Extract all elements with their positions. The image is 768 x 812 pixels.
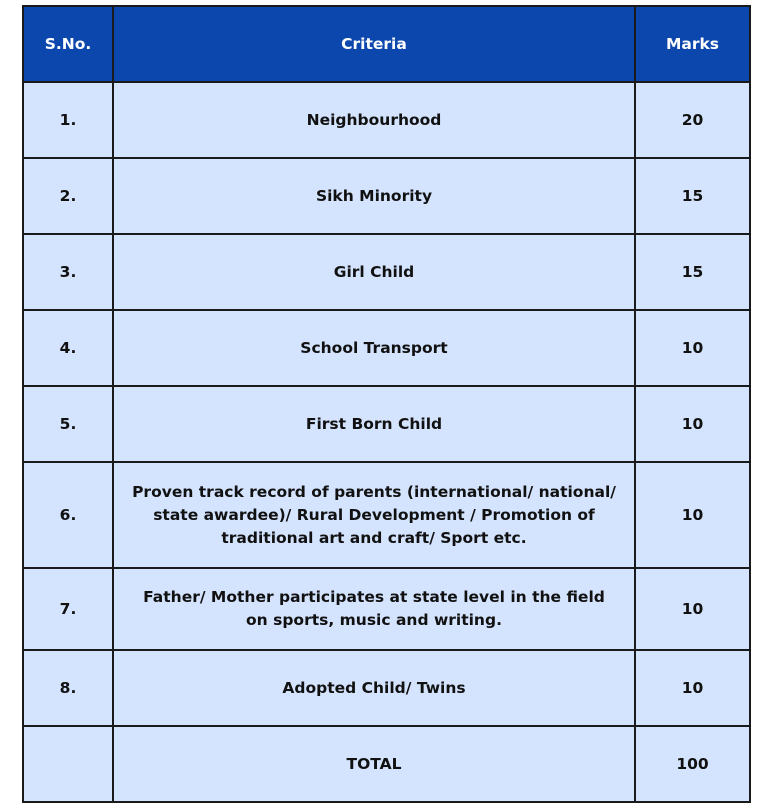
total-marks: 100 bbox=[635, 726, 750, 802]
row-sno: 6. bbox=[23, 462, 113, 568]
row-criteria: Sikh Minority bbox=[113, 158, 635, 234]
row-criteria: School Transport bbox=[113, 310, 635, 386]
header-sno: S.No. bbox=[23, 6, 113, 82]
row-criteria: Neighbourhood bbox=[113, 82, 635, 158]
admission-criteria-table bbox=[22, 5, 751, 803]
table-row bbox=[23, 234, 750, 310]
row-criteria: Father/ Mother participates at state level in the field on sports, music and writing. bbox=[113, 568, 635, 650]
table-body bbox=[23, 82, 750, 802]
row-sno: 1. bbox=[23, 82, 113, 158]
row-marks: 15 bbox=[635, 158, 750, 234]
table-row bbox=[23, 158, 750, 234]
total-sno bbox=[23, 726, 113, 802]
table-row bbox=[23, 650, 750, 726]
row-criteria: Adopted Child/ Twins bbox=[113, 650, 635, 726]
table-row bbox=[23, 568, 750, 650]
row-criteria: Proven track record of parents (international/ national/ state awardee)/ Rural Development / Promotion of traditional art and craft/ Sport etc. bbox=[113, 462, 635, 568]
row-marks: 10 bbox=[635, 310, 750, 386]
row-marks: 20 bbox=[635, 82, 750, 158]
row-marks: 10 bbox=[635, 386, 750, 462]
table-header bbox=[23, 6, 750, 82]
row-sno: 3. bbox=[23, 234, 113, 310]
table-row bbox=[23, 462, 750, 568]
header-criteria: Criteria bbox=[113, 6, 635, 82]
row-sno: 5. bbox=[23, 386, 113, 462]
row-sno: 8. bbox=[23, 650, 113, 726]
row-sno: 7. bbox=[23, 568, 113, 650]
total-label: TOTAL bbox=[113, 726, 635, 802]
table-row bbox=[23, 310, 750, 386]
row-marks: 10 bbox=[635, 462, 750, 568]
row-sno: 4. bbox=[23, 310, 113, 386]
row-criteria: Girl Child bbox=[113, 234, 635, 310]
row-marks: 10 bbox=[635, 650, 750, 726]
row-marks: 10 bbox=[635, 568, 750, 650]
table-row bbox=[23, 386, 750, 462]
row-criteria: First Born Child bbox=[113, 386, 635, 462]
total-row bbox=[23, 726, 750, 802]
row-sno: 2. bbox=[23, 158, 113, 234]
header-row bbox=[23, 6, 750, 82]
header-marks: Marks bbox=[635, 6, 750, 82]
table-row bbox=[23, 82, 750, 158]
criteria-table-container bbox=[22, 5, 749, 803]
row-marks: 15 bbox=[635, 234, 750, 310]
